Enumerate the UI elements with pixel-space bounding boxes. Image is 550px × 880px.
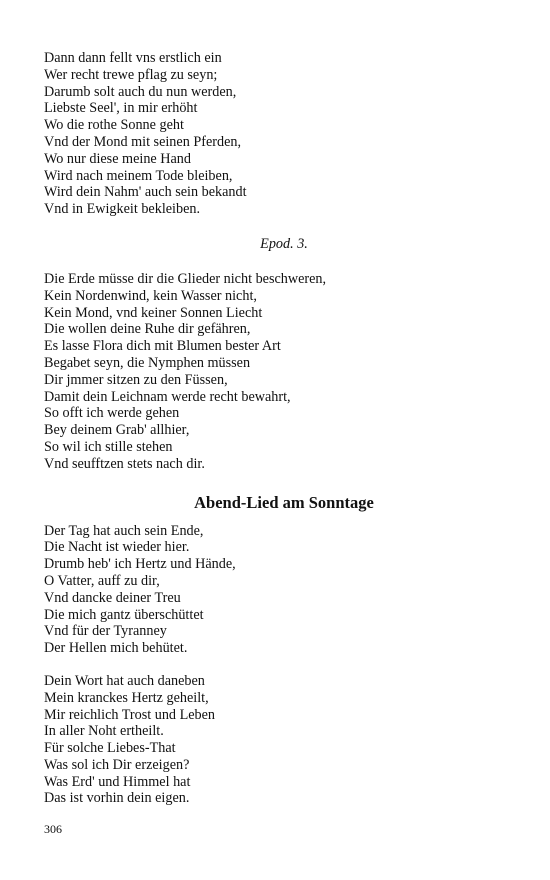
song-line: Für solche Liebes-That (44, 740, 176, 757)
song-line: Die mich gantz überschüttet (44, 606, 204, 623)
epode-line: Bey deinem Grab' allhier, (44, 422, 190, 439)
song-line: Drumb heb' ich Hertz und Hände, (44, 556, 236, 573)
poem-line: Wo die rothe Sonne geht (44, 117, 184, 134)
song-line: Das ist vorhin dein eigen. (44, 790, 190, 807)
epode-line: Kein Nordenwind, kein Wasser nicht, (44, 287, 257, 304)
epode-line: Damit dein Leichnam werde recht bewahrt, (44, 388, 291, 405)
song-line: Vnd dancke deiner Treu (44, 589, 181, 606)
song-line: Was sol ich Dir erzeigen? (44, 756, 190, 773)
song-line: Die Nacht ist wieder hier. (44, 539, 190, 556)
song-title: Abend-Lied am Sonntage (194, 492, 374, 512)
poem-line: Wird nach meinem Tode bleiben, (44, 167, 233, 184)
poem-line: Vnd der Mond mit seinen Pferden, (44, 133, 242, 150)
song-line: Mir reichlich Trost und Leben (44, 706, 216, 723)
song-stanza-2 (44, 673, 514, 807)
song-line: Mein kranckes Hertz geheilt, (44, 689, 209, 706)
song-line: Der Tag hat auch sein Ende, (44, 522, 204, 539)
poem-line: Wird dein Nahm' auch sein bekandt (44, 184, 247, 201)
poem-stanza-continued (44, 50, 514, 218)
epode-line: So wil ich stille stehen (44, 438, 173, 455)
song-line: O Vatter, auff zu dir, (44, 572, 160, 589)
epode-stanza (44, 271, 514, 473)
epode-line: Es lasse Flora dich mit Blumen bester Art (44, 338, 281, 355)
poem-line: Vnd in Ewigkeit bekleiben. (44, 201, 201, 218)
poem-line: Wo nur diese meine Hand (44, 150, 191, 167)
page-body (44, 50, 514, 807)
song-line: Der Hellen mich behütet. (44, 640, 188, 657)
epode-line: Begabet seyn, die Nymphen müssen (44, 354, 251, 371)
epode-line: Die Erde müsse dir die Glieder nicht beschweren, (44, 270, 327, 287)
epode-line: So offt ich werde gehen (44, 405, 180, 422)
song-line: Was Erd' und Himmel hat (44, 773, 191, 790)
song-stanza-1 (44, 523, 514, 657)
poem-line: Liebste Seel', in mir erhöht (44, 100, 198, 117)
stanza-gap (44, 657, 514, 673)
poem-line: Dann dann fellt vns erstlich ein (44, 50, 222, 66)
epode-line: Dir jmmer sitzen zu den Füssen, (44, 371, 228, 388)
epode-line: Vnd seufftzen stets nach dir. (44, 455, 205, 472)
epode-line: Die wollen deine Ruhe dir gefähren, (44, 321, 251, 338)
poem-line: Darumb solt auch du nun werden, (44, 83, 237, 100)
song-line: Vnd für der Tyranney (44, 623, 167, 640)
poem-line: Wer recht trewe pflag zu seyn; (44, 66, 218, 83)
page-number: 306 (44, 822, 62, 836)
epode-heading: Epod. 3. (260, 235, 308, 252)
song-line: Dein Wort hat auch daneben (44, 672, 205, 689)
epode-line: Kein Mond, vnd keiner Sonnen Liecht (44, 304, 263, 321)
song-line: In aller Noht ertheilt. (44, 723, 164, 740)
